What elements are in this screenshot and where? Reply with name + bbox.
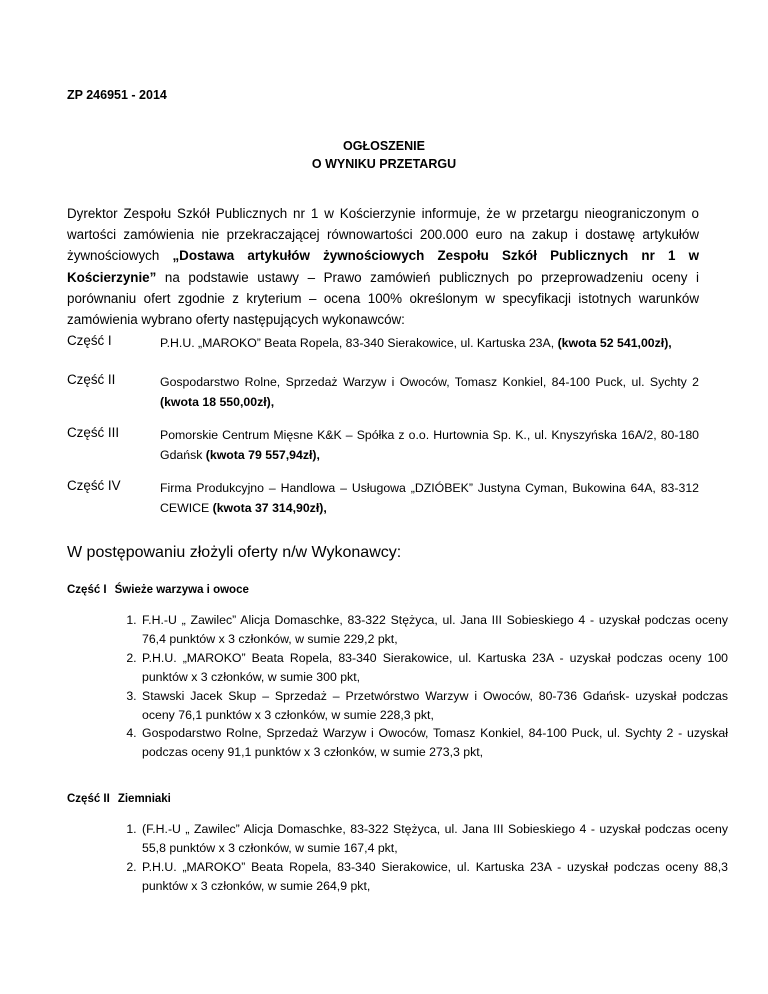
winner-row [67,478,699,523]
winners-list [67,333,699,523]
winner-row [67,372,699,425]
list-item: 2. P.H.U. „MAROKO” Beata Ropela, 83-340 Sierakowice, ul. Kartuska 23A - uzyskał podczas oceny 88,3 punktów x 3 członków, w sumie 264,9 pkt, [140,858,728,896]
winner-text: Gospodarstwo Rolne, Sprzedaż Warzyw i Owoców, Tomasz Konkiel, 84-100 Puck, ul. Sychty 2 (kwota 18 550,00zł), [160,375,699,409]
winner-amount: (kwota 79 557,94zł), [205,448,320,462]
part1-name: Świeże warzywa i owoce [114,584,249,596]
list-item: 1. F.H.-U „ Zawilec” Alicja Domaschke, 83-322 Stężyca, ul. Jana III Sobieskiego 4 - uzyskał podczas oceny 76,4 punktów x 3 członków, w sumie 229,2 pkt, [140,611,728,649]
list-item: 1. (F.H.-U „ Zawilec” Alicja Domaschke, 83-322 Stężyca, ul. Jana III Sobieskiego 4 - uzyskał podczas oceny 55,8 punktów x 3 członków, w sumie 167,4 pkt, [140,820,728,858]
title-line-1: OGŁOSZENIE [343,139,425,153]
part2-name: Ziemniaki [117,793,171,805]
winner-part-label: Część IV [67,478,121,493]
winner-row [67,333,699,372]
announcement-title [0,137,768,173]
winner-text: Firma Produkcyjno – Handlowa – Usługowa „DZIÓBEK” Justyna Cyman, Bukowina 64A, 83-312 CEWICE (kwota 37 314,90zł), [160,481,699,515]
list-item: 2. P.H.U. „MAROKO” Beata Ropela, 83-340 Sierakowice, ul. Kartuska 23A - uzyskał podczas oceny 100 punktów x 3 członków, w sumie 300 pkt, [140,649,728,687]
winner-part-label: Część III [67,425,120,440]
winner-row [67,425,699,478]
winner-text: P.H.U. „MAROKO” Beata Ropela, 83-340 Sierakowice, ul. Kartuska 23A, (kwota 52 541,00zł), [160,336,672,350]
winner-amount: (kwota 37 314,90zł), [212,501,327,515]
winner-text: Pomorskie Centrum Mięsne K&K – Spółka z o.o. Hurtownia Sp. K., ul. Knyszyńska 16A/2, 80-180 Gdańsk (kwota 79 557,94zł), [160,428,699,462]
part1-label: Część I [67,584,107,596]
document-number: ZP 246951 - 2014 [67,88,167,102]
part2-heading [67,793,171,805]
winner-part-label: Część II [67,372,116,387]
list-item: 3. Stawski Jacek Skup – Sprzedaż – Przetwórstwo Warzyw i Owoców, 80-736 Gdańsk- uzyskał podczas oceny 76,1 punktów x 3 członków, w sumie 228,3 pkt, [140,687,728,725]
winner-part-label: Część I [67,333,112,348]
list-item: 4. Gospodarstwo Rolne, Sprzedaż Warzyw i Owoców, Tomasz Konkiel, 84-100 Puck, ul. Sychty 2 - uzyskał podczas oceny 91,1 punktów x 3 członków, w sumie 273,3 pkt, [140,724,728,762]
part2-label: Część II [67,793,110,805]
intro-text: Dyrektor Zespołu Szkół Publicznych nr 1 w Kościerzynie informuje, że w przetargu nieograniczonym o wartości zamówienia nie przekraczającej równowartości 200.000 euro na zakup i dostawę artykułów żywnościowych [67,206,699,264]
bidders-heading: W postępowaniu złożyli oferty n/w Wykonawcy: [67,544,402,561]
part2-bids [112,820,728,896]
part1-heading [67,584,249,596]
intro-tender-name: „Dostawa artykułów żywnościowych Zespołu Szkół Publicznych nr 1 w Kościerzynie” [67,248,699,285]
part1-bids [112,611,728,762]
intro-text-after: na podstawie ustawy – Prawo zamówień publicznych po przeprowadzeniu oceny i porównaniu ofert zgodnie z kryterium – ocena 100% określonym w specyfikacji istotnych warunków zamówienia wybrano oferty następujących wykonawców: [67,269,699,328]
winner-amount: (kwota 52 541,00zł), [557,336,672,350]
intro-paragraph [67,203,699,330]
winner-amount: (kwota 18 550,00zł), [160,395,275,409]
title-line-2: O WYNIKU PRZETARGU [311,157,457,171]
